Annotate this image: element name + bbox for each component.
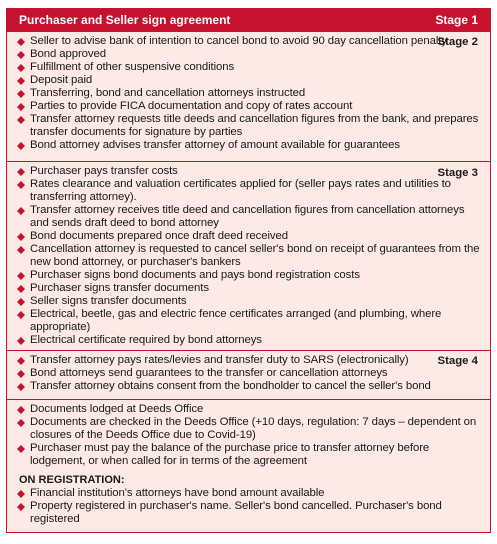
list-item xyxy=(15,48,482,61)
diamond-bullet-icon xyxy=(16,418,25,427)
diamond-bullet-icon xyxy=(16,63,25,72)
list-item xyxy=(15,74,482,87)
list-item xyxy=(15,308,482,334)
diamond-bullet-icon xyxy=(16,310,25,319)
list-item xyxy=(15,165,482,178)
list-item-text: Documents are checked in the Deeds Office (+10 days, regulation: 7 days – dependent on closures of the Deeds Office due to Covid-19) xyxy=(30,416,477,441)
list-item-text: Electrical, beetle, gas and electric fence certificates arranged (and plumbing, where appropriate) xyxy=(30,308,442,333)
diamond-bullet-icon xyxy=(16,336,25,345)
process-table xyxy=(6,8,491,533)
list-item xyxy=(15,100,482,113)
registration-list xyxy=(15,487,482,526)
diamond-bullet-icon xyxy=(16,245,25,254)
final-section xyxy=(7,400,490,533)
diamond-bullet-icon xyxy=(16,180,25,189)
table-header xyxy=(7,9,490,32)
list-item-text: Fulfillment of other suspensive conditions xyxy=(30,61,235,73)
list-item-text: Purchaser signs transfer documents xyxy=(30,282,209,294)
list-item xyxy=(15,487,482,500)
list-item-text: Bond approved xyxy=(30,48,106,60)
list-item-text: Deposit paid xyxy=(30,74,93,86)
list-item-text: Bond attorneys send guarantees to the transfer or cancellation attorneys xyxy=(30,367,388,379)
list-item-text: Seller signs transfer documents xyxy=(30,295,187,307)
list-item xyxy=(15,113,482,139)
list-item xyxy=(15,295,482,308)
header-stage-label: Stage 1 xyxy=(435,13,478,27)
list-item xyxy=(15,35,482,48)
diamond-bullet-icon xyxy=(16,115,25,124)
list-item-text: Bond documents prepared once draft deed received xyxy=(30,230,288,242)
list-item-text: Transfer attorney receives title deed and cancellation figures from cancellation attorneys and sends draft deed to bond attorney xyxy=(30,204,465,229)
list-item xyxy=(15,269,482,282)
list-item xyxy=(15,416,482,442)
list-item xyxy=(15,243,482,269)
list-item-text: Purchaser signs bond documents and pays bond registration costs xyxy=(30,269,360,281)
list-item-text: Transfer attorney obtains consent from the bondholder to cancel the seller's bond xyxy=(30,380,431,392)
list-item xyxy=(15,178,482,204)
list-item xyxy=(15,87,482,100)
diamond-bullet-icon xyxy=(16,89,25,98)
list-item-text: Bond attorney advises transfer attorney of amount available for guarantees xyxy=(30,139,400,151)
diamond-bullet-icon xyxy=(16,232,25,241)
diamond-bullet-icon xyxy=(16,356,25,365)
list-item xyxy=(15,354,482,367)
diamond-bullet-icon xyxy=(16,102,25,111)
list-item-text: Financial institution's attorneys have bond amount available xyxy=(30,487,325,499)
list-item-text: Cancellation attorney is requested to cancel seller's bond on receipt of guarantees from the new bond attorney, or purchaser's bankers xyxy=(30,243,480,268)
stage-3-list xyxy=(15,165,482,347)
stage-3-section xyxy=(7,162,490,351)
diamond-bullet-icon xyxy=(16,489,25,498)
diamond-bullet-icon xyxy=(16,50,25,59)
list-item xyxy=(15,442,482,468)
list-item xyxy=(15,204,482,230)
list-item-text: Transfer attorney requests title deeds and cancellation figures from the bank, and prepares transfer documents for signature by parties xyxy=(30,113,479,138)
final-list xyxy=(15,403,482,468)
list-item xyxy=(15,230,482,243)
stage-label: Stage 4 xyxy=(437,355,478,367)
list-item-text: Transferring, bond and cancellation attorneys instructed xyxy=(30,87,306,99)
list-item-text: Transfer attorney pays rates/levies and transfer duty to SARS (electronically) xyxy=(30,354,409,366)
diamond-bullet-icon xyxy=(16,37,25,46)
diamond-bullet-icon xyxy=(16,405,25,414)
list-item-text: Parties to provide FICA documentation and copy of rates account xyxy=(30,100,353,112)
list-item xyxy=(15,367,482,380)
diamond-bullet-icon xyxy=(16,206,25,215)
diamond-bullet-icon xyxy=(16,167,25,176)
diamond-bullet-icon xyxy=(16,271,25,280)
list-item xyxy=(15,403,482,416)
list-item-text: Purchaser must pay the balance of the purchase price to transfer attorney before lodgement, or when called for in terms of the agreement xyxy=(30,442,430,467)
list-item xyxy=(15,61,482,74)
diamond-bullet-icon xyxy=(16,444,25,453)
stage-2-list xyxy=(15,35,482,152)
list-item xyxy=(15,380,482,393)
diamond-bullet-icon xyxy=(16,297,25,306)
list-item-text: Seller to advise bank of intention to cancel bond to avoid 90 day cancellation penalty xyxy=(30,35,447,47)
list-item-text: Purchaser pays transfer costs xyxy=(30,165,178,177)
diamond-bullet-icon xyxy=(16,382,25,391)
list-item-text: Documents lodged at Deeds Office xyxy=(30,403,204,415)
stage-4-section xyxy=(7,351,490,400)
stage-2-section xyxy=(7,32,490,162)
diamond-bullet-icon xyxy=(16,76,25,85)
list-item xyxy=(15,500,482,526)
list-item-text: Property registered in purchaser's name. Seller's bond cancelled. Purchaser's bond registered xyxy=(30,500,442,525)
diamond-bullet-icon xyxy=(16,141,25,150)
list-item xyxy=(15,334,482,347)
registration-subheading: ON REGISTRATION: xyxy=(19,474,125,486)
stage-label: Stage 3 xyxy=(437,167,478,179)
stage-label: Stage 2 xyxy=(437,36,478,48)
diamond-bullet-icon xyxy=(16,369,25,378)
list-item-text: Rates clearance and valuation certificates applied for (seller pays rates and utilities to transferring attorney). xyxy=(30,178,451,203)
stage-4-list xyxy=(15,354,482,393)
diamond-bullet-icon xyxy=(16,284,25,293)
list-item-text: Electrical certificate required by bond attorneys xyxy=(30,334,262,346)
list-item xyxy=(15,139,482,152)
diamond-bullet-icon xyxy=(16,502,25,511)
header-title: Purchaser and Seller sign agreement xyxy=(19,13,231,27)
list-item xyxy=(15,282,482,295)
